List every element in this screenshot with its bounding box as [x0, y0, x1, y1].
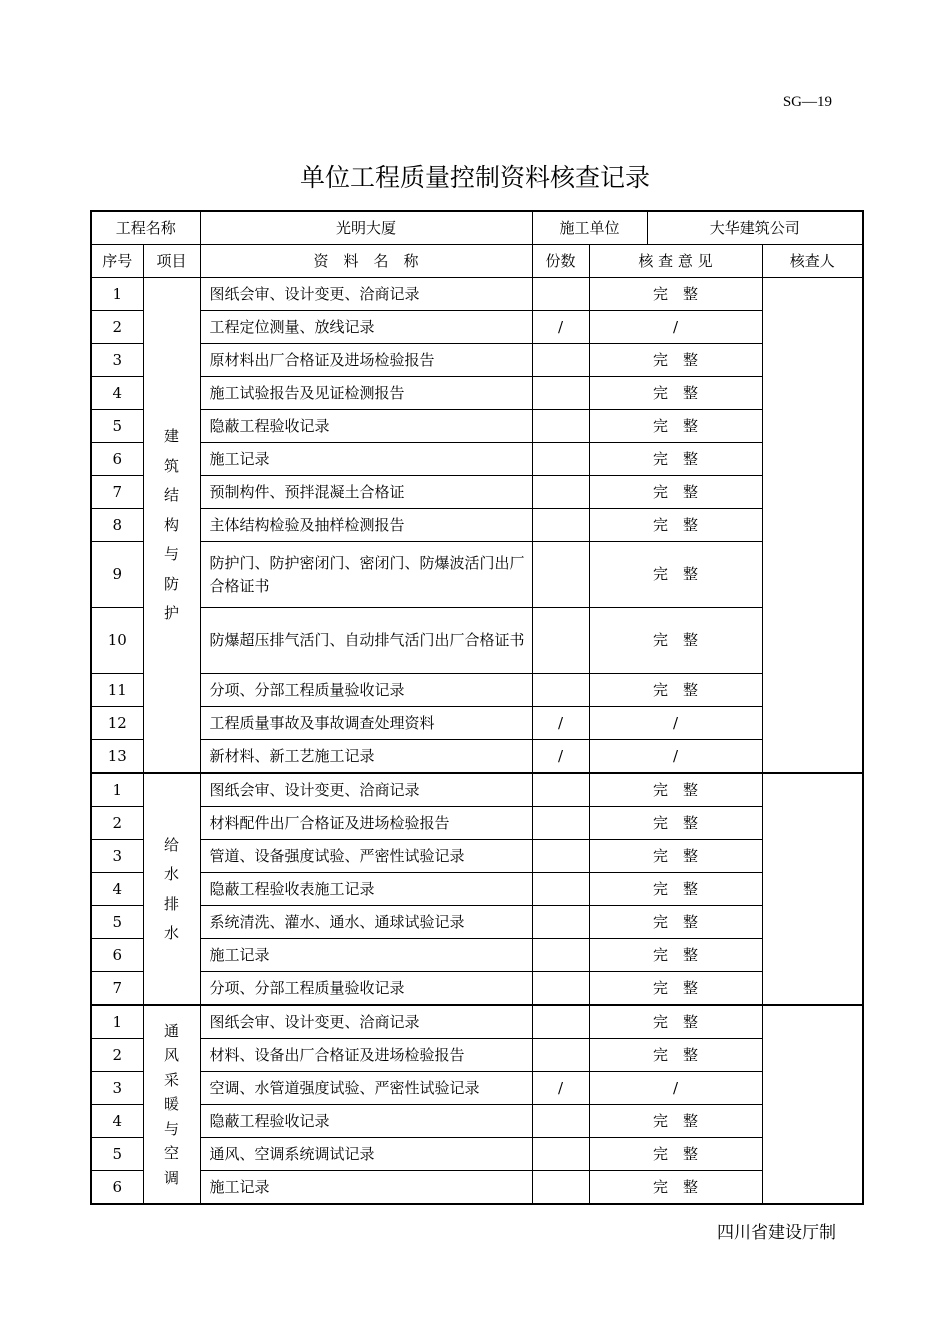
construction-unit-label: 施工单位: [532, 211, 647, 245]
table-row: [91, 1072, 863, 1105]
row-copies: [532, 906, 589, 939]
category-cell: [143, 278, 200, 774]
row-copies: [532, 674, 589, 707]
category-char: 排: [164, 894, 180, 913]
row-item-name: 图纸会审、设计变更、洽商记录: [200, 1005, 532, 1039]
row-opinion: 完 整: [589, 344, 762, 377]
row-item-name: 预制构件、预拌混凝土合格证: [200, 476, 532, 509]
category-char: 建: [164, 427, 180, 446]
row-seq: 11: [91, 674, 143, 707]
table-row: [91, 840, 863, 873]
row-copies: /: [532, 311, 589, 344]
row-copies: [532, 344, 589, 377]
row-item-name: 隐蔽工程验收表施工记录: [200, 873, 532, 906]
row-opinion: 完 整: [589, 542, 762, 608]
form-code: SG—19: [782, 94, 832, 110]
row-copies: [532, 1039, 589, 1072]
table-row: [91, 740, 863, 774]
checker-cell[interactable]: [762, 773, 863, 1005]
row-item-name: 施工试验报告及见证检测报告: [200, 377, 532, 410]
table-row: [91, 807, 863, 840]
table-row: [91, 773, 863, 807]
row-item-name: 隐蔽工程验收记录: [200, 410, 532, 443]
checker-cell[interactable]: [762, 1005, 863, 1204]
table-body: [91, 211, 863, 1204]
table-row: [91, 1138, 863, 1171]
row-copies: [532, 939, 589, 972]
row-seq: 4: [91, 873, 143, 906]
row-item-name: 防护门、防护密闭门、密闭门、防爆波活门出厂合格证书: [200, 542, 532, 608]
category-cell: [143, 1005, 200, 1204]
row-opinion: /: [589, 1072, 762, 1105]
row-item-name: 工程定位测量、放线记录: [200, 311, 532, 344]
row-copies: [532, 972, 589, 1006]
category-char: 水: [164, 924, 180, 942]
row-seq: 2: [91, 311, 143, 344]
row-opinion: 完 整: [589, 972, 762, 1006]
row-item-name: 系统清洗、灌水、通水、通球试验记录: [200, 906, 532, 939]
category-char: 与: [164, 545, 180, 564]
row-copies: [532, 1138, 589, 1171]
table-row: [91, 410, 863, 443]
row-item-name: 管道、设备强度试验、严密性试验记录: [200, 840, 532, 873]
row-opinion: 完 整: [589, 906, 762, 939]
row-seq: 1: [91, 1005, 143, 1039]
header-name: 资 料 名 称: [200, 245, 532, 278]
row-item-name: 分项、分部工程质量验收记录: [200, 674, 532, 707]
construction-unit-value: 大华建筑公司: [647, 211, 863, 245]
row-seq: 4: [91, 1105, 143, 1138]
row-seq: 13: [91, 740, 143, 774]
row-copies: [532, 773, 589, 807]
table-row: [91, 344, 863, 377]
category-char: 构: [164, 515, 180, 534]
table-row: [91, 377, 863, 410]
category-char: 调: [164, 1168, 180, 1187]
checker-cell[interactable]: [762, 278, 863, 774]
row-opinion: 完 整: [589, 278, 762, 311]
row-opinion: 完 整: [589, 476, 762, 509]
category-char: 通: [164, 1021, 180, 1040]
row-item-name: 空调、水管道强度试验、严密性试验记录: [200, 1072, 532, 1105]
row-copies: [532, 608, 589, 674]
category-char: 风: [164, 1046, 180, 1065]
row-opinion: 完 整: [589, 807, 762, 840]
row-seq: 7: [91, 972, 143, 1006]
category-cell: [143, 773, 200, 1005]
row-seq: 5: [91, 410, 143, 443]
table-row: [91, 608, 863, 674]
row-copies: [532, 542, 589, 608]
row-item-name: 通风、空调系统调试记录: [200, 1138, 532, 1171]
row-seq: 5: [91, 1138, 143, 1171]
row-opinion: 完 整: [589, 377, 762, 410]
table-row: [91, 311, 863, 344]
row-copies: /: [532, 740, 589, 774]
project-info-row: [91, 211, 863, 245]
row-seq: 3: [91, 840, 143, 873]
row-seq: 2: [91, 1039, 143, 1072]
row-opinion: 完 整: [589, 608, 762, 674]
row-item-name: 施工记录: [200, 939, 532, 972]
row-seq: 8: [91, 509, 143, 542]
row-seq: 6: [91, 1171, 143, 1205]
table-row: [91, 707, 863, 740]
row-copies: [532, 509, 589, 542]
header-checker: 核查人: [762, 245, 863, 278]
row-opinion: 完 整: [589, 1105, 762, 1138]
table-row: [91, 674, 863, 707]
row-seq: 10: [91, 608, 143, 674]
row-item-name: 图纸会审、设计变更、洽商记录: [200, 773, 532, 807]
header-copies: 份数: [532, 245, 589, 278]
row-opinion: 完 整: [589, 1005, 762, 1039]
row-item-name: 分项、分部工程质量验收记录: [200, 972, 532, 1006]
row-opinion: 完 整: [589, 674, 762, 707]
row-item-name: 施工记录: [200, 443, 532, 476]
category-char: 暖: [164, 1095, 180, 1114]
table-row: [91, 1171, 863, 1205]
row-copies: /: [532, 1072, 589, 1105]
row-opinion: 完 整: [589, 939, 762, 972]
row-item-name: 原材料出厂合格证及进场检验报告: [200, 344, 532, 377]
row-seq: 6: [91, 443, 143, 476]
row-copies: [532, 476, 589, 509]
row-seq: 5: [91, 906, 143, 939]
table-row: [91, 939, 863, 972]
table-row: [91, 542, 863, 608]
row-seq: 4: [91, 377, 143, 410]
row-item-name: 工程质量事故及事故调查处理资料: [200, 707, 532, 740]
row-opinion: 完 整: [589, 773, 762, 807]
row-opinion: 完 整: [589, 873, 762, 906]
category-char: 水: [164, 865, 180, 883]
table-row: [91, 509, 863, 542]
row-copies: [532, 807, 589, 840]
table-row: [91, 906, 863, 939]
category-char: 结: [164, 486, 180, 505]
issuer-footer: 四川省建设厅制: [717, 1223, 836, 1243]
row-seq: 2: [91, 807, 143, 840]
header-category: 项目: [143, 245, 200, 278]
category-char: 防: [164, 574, 180, 593]
row-seq: 9: [91, 542, 143, 608]
category-char: 筑: [164, 456, 180, 475]
row-item-name: 图纸会审、设计变更、洽商记录: [200, 278, 532, 311]
category-char: 给: [164, 835, 180, 854]
row-copies: [532, 840, 589, 873]
row-item-name: 施工记录: [200, 1171, 532, 1205]
table-row: [91, 1105, 863, 1138]
row-copies: [532, 1005, 589, 1039]
row-seq: 3: [91, 344, 143, 377]
header-row: [91, 245, 863, 278]
row-copies: [532, 443, 589, 476]
table-row: [91, 1039, 863, 1072]
row-opinion: 完 整: [589, 410, 762, 443]
row-opinion: 完 整: [589, 1171, 762, 1205]
table-row: [91, 443, 863, 476]
category-char: 采: [164, 1070, 180, 1089]
row-opinion: 完 整: [589, 1039, 762, 1072]
row-copies: [532, 1105, 589, 1138]
row-opinion: 完 整: [589, 509, 762, 542]
table-row: [91, 1005, 863, 1039]
project-name-label: 工程名称: [91, 211, 200, 245]
table-row: [91, 972, 863, 1006]
row-seq: 6: [91, 939, 143, 972]
row-opinion: 完 整: [589, 443, 762, 476]
row-copies: [532, 278, 589, 311]
table-row: [91, 278, 863, 311]
row-opinion: /: [589, 707, 762, 740]
row-opinion: /: [589, 311, 762, 344]
row-copies: [532, 1171, 589, 1205]
row-seq: 7: [91, 476, 143, 509]
row-seq: 3: [91, 1072, 143, 1105]
row-item-name: 主体结构检验及抽样检测报告: [200, 509, 532, 542]
table-row: [91, 873, 863, 906]
row-copies: [532, 873, 589, 906]
row-opinion: /: [589, 740, 762, 774]
page-title: 单位工程质量控制资料核查记录: [299, 163, 650, 192]
row-copies: [532, 377, 589, 410]
project-name-value: 光明大厦: [200, 211, 532, 245]
category-char: 空: [164, 1144, 180, 1163]
header-opinion: 核 查 意 见: [589, 245, 762, 278]
row-seq: 1: [91, 773, 143, 807]
row-seq: 1: [91, 278, 143, 311]
row-item-name: 材料配件出厂合格证及进场检验报告: [200, 807, 532, 840]
row-item-name: 隐蔽工程验收记录: [200, 1105, 532, 1138]
row-copies: /: [532, 707, 589, 740]
row-item-name: 新材料、新工艺施工记录: [200, 740, 532, 774]
row-seq: 12: [91, 707, 143, 740]
table-row: [91, 476, 863, 509]
row-item-name: 防爆超压排气活门、自动排气活门出厂合格证书: [200, 608, 532, 674]
header-seq: 序号: [91, 245, 143, 278]
row-opinion: 完 整: [589, 1138, 762, 1171]
category-char: 护: [164, 604, 180, 623]
check-record-table: [90, 210, 864, 1205]
row-item-name: 材料、设备出厂合格证及进场检验报告: [200, 1039, 532, 1072]
category-char: 与: [164, 1119, 180, 1138]
row-opinion: 完 整: [589, 840, 762, 873]
row-copies: [532, 410, 589, 443]
